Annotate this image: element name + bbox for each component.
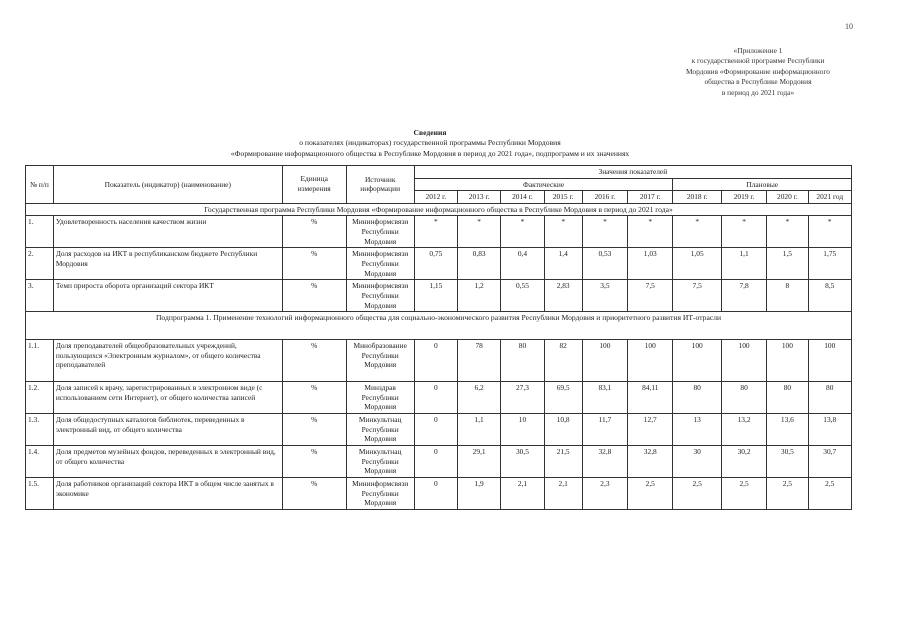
title-heading: Сведения — [413, 128, 447, 137]
section-title: Государственная программа Республики Мордовия «Формирование информационного общества в Республике Мордовия в период до 2021 года» — [26, 203, 852, 216]
row-value: 2,5 — [628, 477, 673, 509]
table-row — [26, 216, 852, 248]
row-value: 27,3 — [501, 381, 544, 413]
row-num: 1.4. — [26, 445, 54, 477]
appendix-line: общества в Республике Мордовия — [704, 77, 812, 87]
row-value: 1,15 — [414, 280, 457, 312]
document-title — [170, 128, 690, 159]
row-num: 1.5. — [26, 477, 54, 509]
header-unit: Единица измерения — [282, 166, 346, 204]
row-value: 0,75 — [414, 248, 457, 280]
row-value: 2,1 — [501, 477, 544, 509]
table-row — [26, 477, 852, 509]
row-value: 0 — [414, 339, 457, 381]
row-value: 1,1 — [721, 248, 766, 280]
row-value: 1,2 — [458, 280, 501, 312]
row-value: 1,05 — [673, 248, 721, 280]
row-value: 30,5 — [501, 445, 544, 477]
row-value: 0 — [414, 445, 457, 477]
row-source: Мининформсвязи Республики Мордовия — [346, 216, 414, 248]
row-value: 84,11 — [628, 381, 673, 413]
row-value: 1,1 — [458, 413, 501, 445]
section-title: Подпрограмма 1. Применение технологий информационного общества для социально-экономического развития Республики Мордовия и приоритетного развития ИТ-отрасли — [26, 312, 852, 340]
row-unit: % — [282, 339, 346, 381]
appendix-line: к государственной программе Республики — [691, 56, 825, 66]
row-value: 80 — [767, 381, 808, 413]
row-indicator: Доля расходов на ИКТ в республиканском бюджете Республики Мордовия — [53, 248, 282, 280]
row-value: 30 — [673, 445, 721, 477]
row-source: Мининформсвязи Республики Мордовия — [346, 280, 414, 312]
header-planned: Плановые — [673, 178, 852, 191]
row-value: 11,7 — [582, 413, 627, 445]
row-indicator: Удовлетворенность населения качеством жизни — [53, 216, 282, 248]
row-value: 6,2 — [458, 381, 501, 413]
page-number: 10 — [845, 22, 853, 31]
row-value: 29,1 — [458, 445, 501, 477]
row-value: 2,3 — [582, 477, 627, 509]
row-value: 13 — [673, 413, 721, 445]
row-unit: % — [282, 248, 346, 280]
row-value: 0,53 — [582, 248, 627, 280]
row-num: 2. — [26, 248, 54, 280]
row-value: 0 — [414, 477, 457, 509]
header-year: 2017 г. — [628, 191, 673, 204]
row-value: 100 — [767, 339, 808, 381]
row-unit: % — [282, 381, 346, 413]
row-value: 80 — [673, 381, 721, 413]
header-year: 2016 г. — [582, 191, 627, 204]
row-num: 1. — [26, 216, 54, 248]
row-value: 8,5 — [808, 280, 852, 312]
row-source: Минздрав Республики Мордовия — [346, 381, 414, 413]
row-value: 13,2 — [721, 413, 766, 445]
row-value: 80 — [721, 381, 766, 413]
header-num: № п/п — [26, 166, 54, 204]
header-year: 2020 г. — [767, 191, 808, 204]
row-indicator: Доля записей к врачу, зарегистрированных в электронном виде (с использованием сети Интернет), от общего количества записей — [53, 381, 282, 413]
row-value: 13,8 — [808, 413, 852, 445]
row-value: 82 — [544, 339, 582, 381]
table-row — [26, 339, 852, 381]
row-value: 0,83 — [458, 248, 501, 280]
row-value: 100 — [673, 339, 721, 381]
header-year: 2019 г. — [721, 191, 766, 204]
appendix-line: «Приложение 1 — [733, 46, 783, 55]
title-line: о показателях (индикаторах) государственной программы Республики Мордовия — [299, 138, 561, 148]
table-row — [26, 381, 852, 413]
row-value: * — [458, 216, 501, 248]
row-source: Мининформсвязи Республики Мордовия — [346, 248, 414, 280]
row-value: 1,4 — [544, 248, 582, 280]
row-value: 100 — [721, 339, 766, 381]
header-indicator: Показатель (индикатор) (наименование) — [53, 166, 282, 204]
table-row — [26, 280, 852, 312]
row-unit: % — [282, 216, 346, 248]
row-value: 0 — [414, 413, 457, 445]
indicators-table — [25, 165, 852, 510]
row-value: 0 — [414, 381, 457, 413]
row-value: 0,55 — [501, 280, 544, 312]
row-value: 30,5 — [767, 445, 808, 477]
header-year: 2018 г. — [673, 191, 721, 204]
row-value: 2,5 — [767, 477, 808, 509]
header-actual: Фактические — [414, 178, 673, 191]
row-value: 7,5 — [673, 280, 721, 312]
row-unit: % — [282, 280, 346, 312]
row-value: 80 — [501, 339, 544, 381]
row-value: * — [544, 216, 582, 248]
row-value: 32,8 — [628, 445, 673, 477]
row-value: 30,7 — [808, 445, 852, 477]
row-source: Мининформсвязи Республики Мордовия — [346, 477, 414, 509]
row-value: * — [673, 216, 721, 248]
row-value: 2,1 — [544, 477, 582, 509]
row-num: 1.3. — [26, 413, 54, 445]
row-indicator: Доля преподавателей общеобразовательных учреждений, пользующихся «Электронным журналом», от общего количества преподавателей — [53, 339, 282, 381]
row-value: 7,8 — [721, 280, 766, 312]
row-value: 100 — [808, 339, 852, 381]
row-value: 83,1 — [582, 381, 627, 413]
row-unit: % — [282, 445, 346, 477]
row-value: 69,5 — [544, 381, 582, 413]
row-value: 1,03 — [628, 248, 673, 280]
row-source: Минкультнац Республики Мордовия — [346, 413, 414, 445]
row-value: * — [501, 216, 544, 248]
header-year: 2021 год — [808, 191, 852, 204]
header-values: Значения показателей — [414, 166, 851, 179]
row-value: 32,8 — [582, 445, 627, 477]
row-source: Минкультнац Республики Мордовия — [346, 445, 414, 477]
row-value: 10,8 — [544, 413, 582, 445]
title-line: «Формирование информационного общества в Республике Мордовия в период до 2021 года», подпрограмм и их значениях — [230, 148, 630, 158]
appendix-line: в период до 2021 года» — [721, 87, 795, 97]
row-value: 12,7 — [628, 413, 673, 445]
table-row — [26, 413, 852, 445]
row-value: 1,5 — [767, 248, 808, 280]
row-indicator: Доля предметов музейных фондов, переведенных в электронный вид, от общего количества — [53, 445, 282, 477]
row-value: 100 — [628, 339, 673, 381]
table-row — [26, 248, 852, 280]
row-value: * — [582, 216, 627, 248]
row-value: 80 — [808, 381, 852, 413]
table-row — [26, 445, 852, 477]
row-value: 3,5 — [582, 280, 627, 312]
row-indicator: Доля общедоступных каталогов библиотек, переведенных в электронный вид, от общего количества — [53, 413, 282, 445]
row-indicator: Темп прироста оборота организаций сектора ИКТ — [53, 280, 282, 312]
row-value: 1,75 — [808, 248, 852, 280]
row-num: 3. — [26, 280, 54, 312]
row-value: 78 — [458, 339, 501, 381]
row-source: Минобразование Республики Мордовия — [346, 339, 414, 381]
row-value: 7,5 — [628, 280, 673, 312]
row-value: 2,5 — [808, 477, 852, 509]
header-year: 2015 г. — [544, 191, 582, 204]
header-year: 2012 г. — [414, 191, 457, 204]
row-value: 30,2 — [721, 445, 766, 477]
row-value: * — [628, 216, 673, 248]
row-value: 13,6 — [767, 413, 808, 445]
row-num: 1.2. — [26, 381, 54, 413]
row-value: 2,5 — [721, 477, 766, 509]
row-value: 100 — [582, 339, 627, 381]
row-value: * — [721, 216, 766, 248]
header-year: 2014 г. — [501, 191, 544, 204]
row-value: 2,5 — [673, 477, 721, 509]
row-num: 1.1. — [26, 339, 54, 381]
row-value: 2,83 — [544, 280, 582, 312]
row-indicator: Доля работников организаций сектора ИКТ в общем числе занятых в экономике — [53, 477, 282, 509]
row-value: * — [767, 216, 808, 248]
header-source: Источник информации — [346, 166, 414, 204]
row-value: 10 — [501, 413, 544, 445]
row-value: 8 — [767, 280, 808, 312]
appendix-line: Мордовия «Формирование информационного — [685, 66, 830, 76]
row-value: * — [808, 216, 852, 248]
row-value: 0,4 — [501, 248, 544, 280]
row-value: 21,5 — [544, 445, 582, 477]
header-year: 2013 г. — [458, 191, 501, 204]
row-value: 1,9 — [458, 477, 501, 509]
appendix-note — [663, 46, 853, 98]
row-unit: % — [282, 477, 346, 509]
row-unit: % — [282, 413, 346, 445]
row-value: * — [414, 216, 457, 248]
